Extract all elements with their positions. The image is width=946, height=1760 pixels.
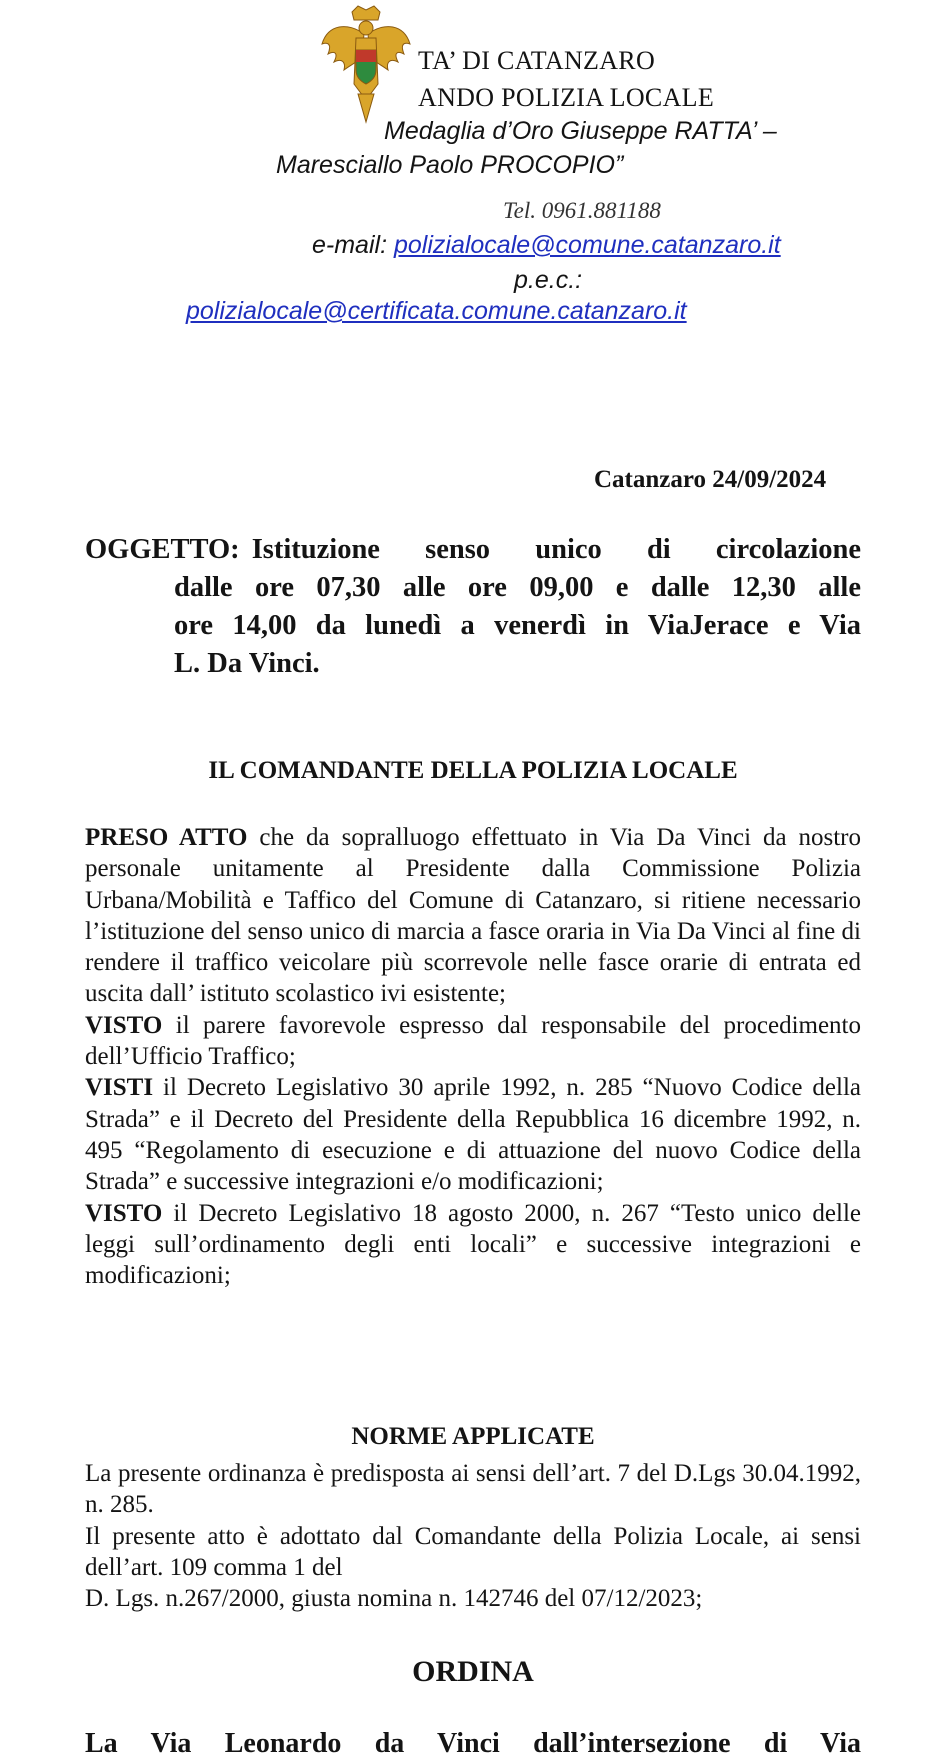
header-telephone: Tel. 0961.881188: [503, 198, 661, 223]
header-email-row: [312, 231, 781, 260]
pec-link[interactable]: polizialocale@certificata.comune.catanzaro.it: [186, 297, 687, 325]
section-heading-norme: NORME APPLICATE: [351, 1423, 595, 1450]
email-label: e-mail:: [312, 231, 394, 259]
subject-label: OGGETTO:: [85, 534, 240, 565]
norme-paragraph-1: La presente ordinanza è predisposta ai sensi dell’art. 7 del D.Lgs 30.04.1992, n. 285.: [85, 1460, 861, 1519]
subject-line-4: L. Da Vinci.: [174, 648, 320, 679]
subject-block: [85, 531, 861, 683]
header-city-name: TA’ DI CATANZARO: [418, 46, 656, 75]
header-command-name: ANDO POLIZIA LOCALE: [418, 83, 715, 112]
subject-line-1: OGGETTO: Istituzione senso unico di circolazione: [85, 531, 861, 569]
paragraph-visto-testo-unico: VISTO il Decreto Legislativo 18 agosto 2000, n. 267 “Testo unico delle leggi sull’ordinamento degli enti locali” e successive integrazioni e modificazioni;: [85, 1199, 861, 1290]
paragraph-visti-decreto: VISTI il Decreto Legislativo 30 aprile 1992, n. 285 “Nuovo Codice della Strada” e il Decreto del Presidente della Repubblica 16 dicembre 1992, n. 495 “Regolamento di esecuzione e di attuazione del nuovo Codice della Strada” e successive integrazioni e/o modificazioni;: [85, 1074, 861, 1196]
document-date: Catanzaro 24/09/2024: [594, 466, 827, 493]
subject-line-3: ore 14,00 da lunedì a venerdì in ViaJerace e Via: [174, 610, 861, 641]
paragraph-visto-parere: VISTO il parere favorevole espresso dal responsabile del procedimento dell’Ufficio Traffico;: [85, 1011, 861, 1071]
pec-label: p.e.c.:: [514, 266, 583, 294]
city-crest-icon: [318, 4, 414, 126]
section-heading-ordina: ORDINA: [412, 1655, 534, 1688]
header-marshal-line: Maresciallo Paolo PROCOPIO”: [276, 151, 624, 179]
subject-line-2: dalle ore 07,30 alle ore 09,00 e dalle 12,30 alle: [174, 572, 861, 603]
norme-paragraph-2: Il presente atto è adottato dal Comandante della Polizia Locale, ai sensi dell’art. 109 comma 1 del: [85, 1522, 861, 1581]
email-link[interactable]: polizialocale@comune.catanzaro.it: [393, 231, 781, 259]
norme-paragraph-3: D. Lgs. n.267/2000, giusta nomina n. 142746 del 07/12/2023;: [85, 1585, 703, 1613]
norme-section: [85, 1458, 861, 1614]
header-medal-line: Medaglia d’Oro Giuseppe RATTA’ –: [384, 117, 777, 145]
paragraph-preso-atto: PRESO ATTO che da sopralluogo effettuato in Via Da Vinci da nostro personale unitamente al Presidente dalla Commissione Polizia Urbana/Mobilità e Taffico del Comune di Catanzaro, si ritiene necessario l’istituzione del senso unico di marcia a fasce oraria in Via Da Vinci al fine di rendere il traffico veicolare più scorrevole nelle fasce orarie di entrata ed uscita dall’ istituto scolastico ivi esistente;: [85, 824, 861, 1008]
premises-section: [85, 822, 861, 1291]
section-heading-commander: IL COMANDANTE DELLA POLIZIA LOCALE: [208, 757, 738, 784]
cutoff-text-line: La Via Leonardo da Vinci dall’intersezione di Via: [85, 1728, 861, 1759]
